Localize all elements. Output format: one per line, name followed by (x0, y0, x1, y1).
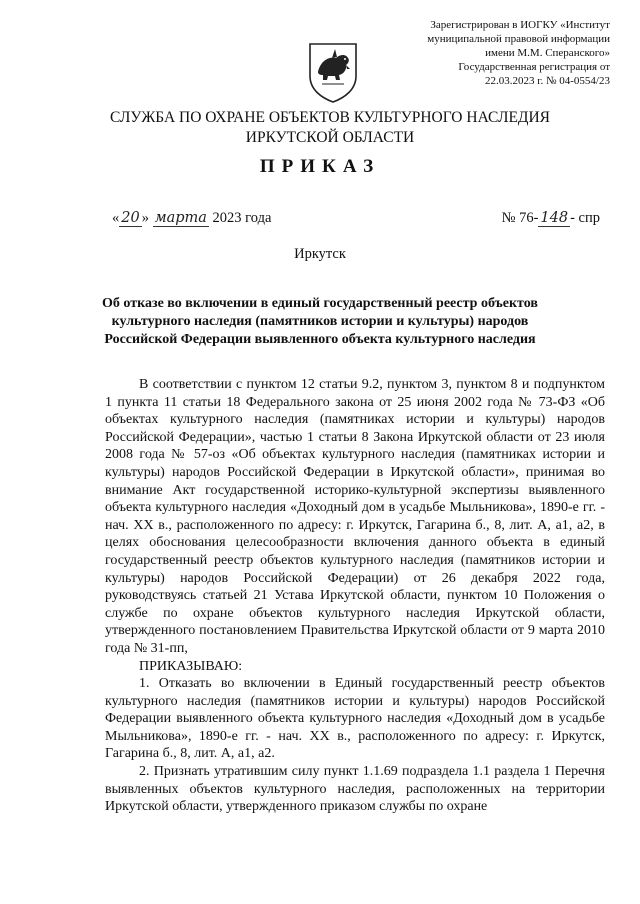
agency-line: СЛУЖБА ПО ОХРАНЕ ОБЪЕКТОВ КУЛЬТУРНОГО НАСЛЕДИЯ (109, 109, 551, 126)
registration-line: имени М.М. Сперанского» (485, 47, 610, 59)
document-number (502, 210, 600, 227)
document-date (112, 210, 271, 227)
title-line: Российской Федерации выявленного объекта культурного наследия (104, 332, 536, 347)
agency-name (60, 108, 600, 148)
number-prefix: № 76- (501, 210, 539, 226)
registration-line: 22.03.2023 г. № 04-0554/23 (485, 75, 610, 87)
number-suffix: - спр (570, 210, 600, 226)
registration-line: Государственная регистрация от (458, 61, 610, 73)
decree-word: ПРИКАЗЫВАЮ: (139, 658, 243, 674)
order-body (105, 376, 605, 816)
date-year: 2023 года (212, 210, 272, 226)
title-line: культурного наследия (памятников истории и культуры) народов (111, 314, 529, 329)
order-title (100, 295, 540, 349)
order-item-1: 1. Отказать во включении в Единый государственный реестр объектов культурного наследия (памятников истории и культуры) народов Российской Федерации выявленного объекта культурного наследия «Доходный дом в усадьбе Мыльникова», 1890-е гг. - нач. XX в., расположенного по адресу: г. Иркутск, Гагарина б., 8, лит. А, а1, а2. (105, 676, 605, 762)
handwritten-number: 148 (540, 210, 569, 226)
date-quote-open: « (112, 210, 120, 226)
order-item-2: 2. Признать утратившим силу пункт 1.1.69 подраздела 1.1 раздела 1 Перечня выявленных объектов культурного наследия, расположенных на территории Иркутской области, утвержденного приказом службы по охране (105, 764, 605, 815)
agency-line: ИРКУТСКОЙ ОБЛАСТИ (245, 129, 415, 146)
handwritten-day: 20 (121, 210, 140, 226)
city: Иркутск (294, 246, 346, 262)
registration-stamp (380, 18, 610, 88)
coat-of-arms-icon (306, 38, 360, 104)
preamble-paragraph: В соответствии с пунктом 12 статьи 9.2, пунктом 3, пунктом 8 и подпунктом 1 пункта 11 статьи 18 Федерального закона от 25 июня 2002 года № 73-ФЗ «Об объектах культурного наследия (памятниках истории и культуры) народов Российской Федерации», частью 1 статьи 8 Закона Иркутской области от 23 июля 2008 года № 57-оз «Об объектах культурного наследия (памятниках истории и культуры) народов Российской Федерации в Иркутской области», принимая во внимание Акт государственной историко-культурной экспертизы выявленного объекта культурного наследия «Доходный дом в усадьбе Мыльникова», 1890-е гг. - нач. XX в., расположенного по адресу: г. Иркутск, Гагарина б., 8, лит. А, а1, а2, в целях обоснования целесообразности включения данного объекта в единый государственный реестр объектов культурного наследия (памятников истории и культуры) народов Российской Федерации) от 26 декабря 2022 года, руководствуясь статьей 21 Устава Иркутской области, пунктом 10 Положения о службе по охране объектов культурного наследия Иркутской области, утвержденного постановлением Правительства Иркутской области от 9 марта 2010 года № 31-пп, (105, 377, 605, 656)
date-quote-close: » (141, 210, 149, 226)
title-line: Об отказе во включении в единый государственный реестр объектов (102, 296, 538, 311)
handwritten-month: марта (154, 210, 207, 226)
registration-line: Зарегистрирован в ИОГКУ «Институт (430, 19, 610, 31)
document-type: ПРИКАЗ (259, 156, 381, 177)
registration-line: муниципальной правовой информации (427, 33, 610, 45)
